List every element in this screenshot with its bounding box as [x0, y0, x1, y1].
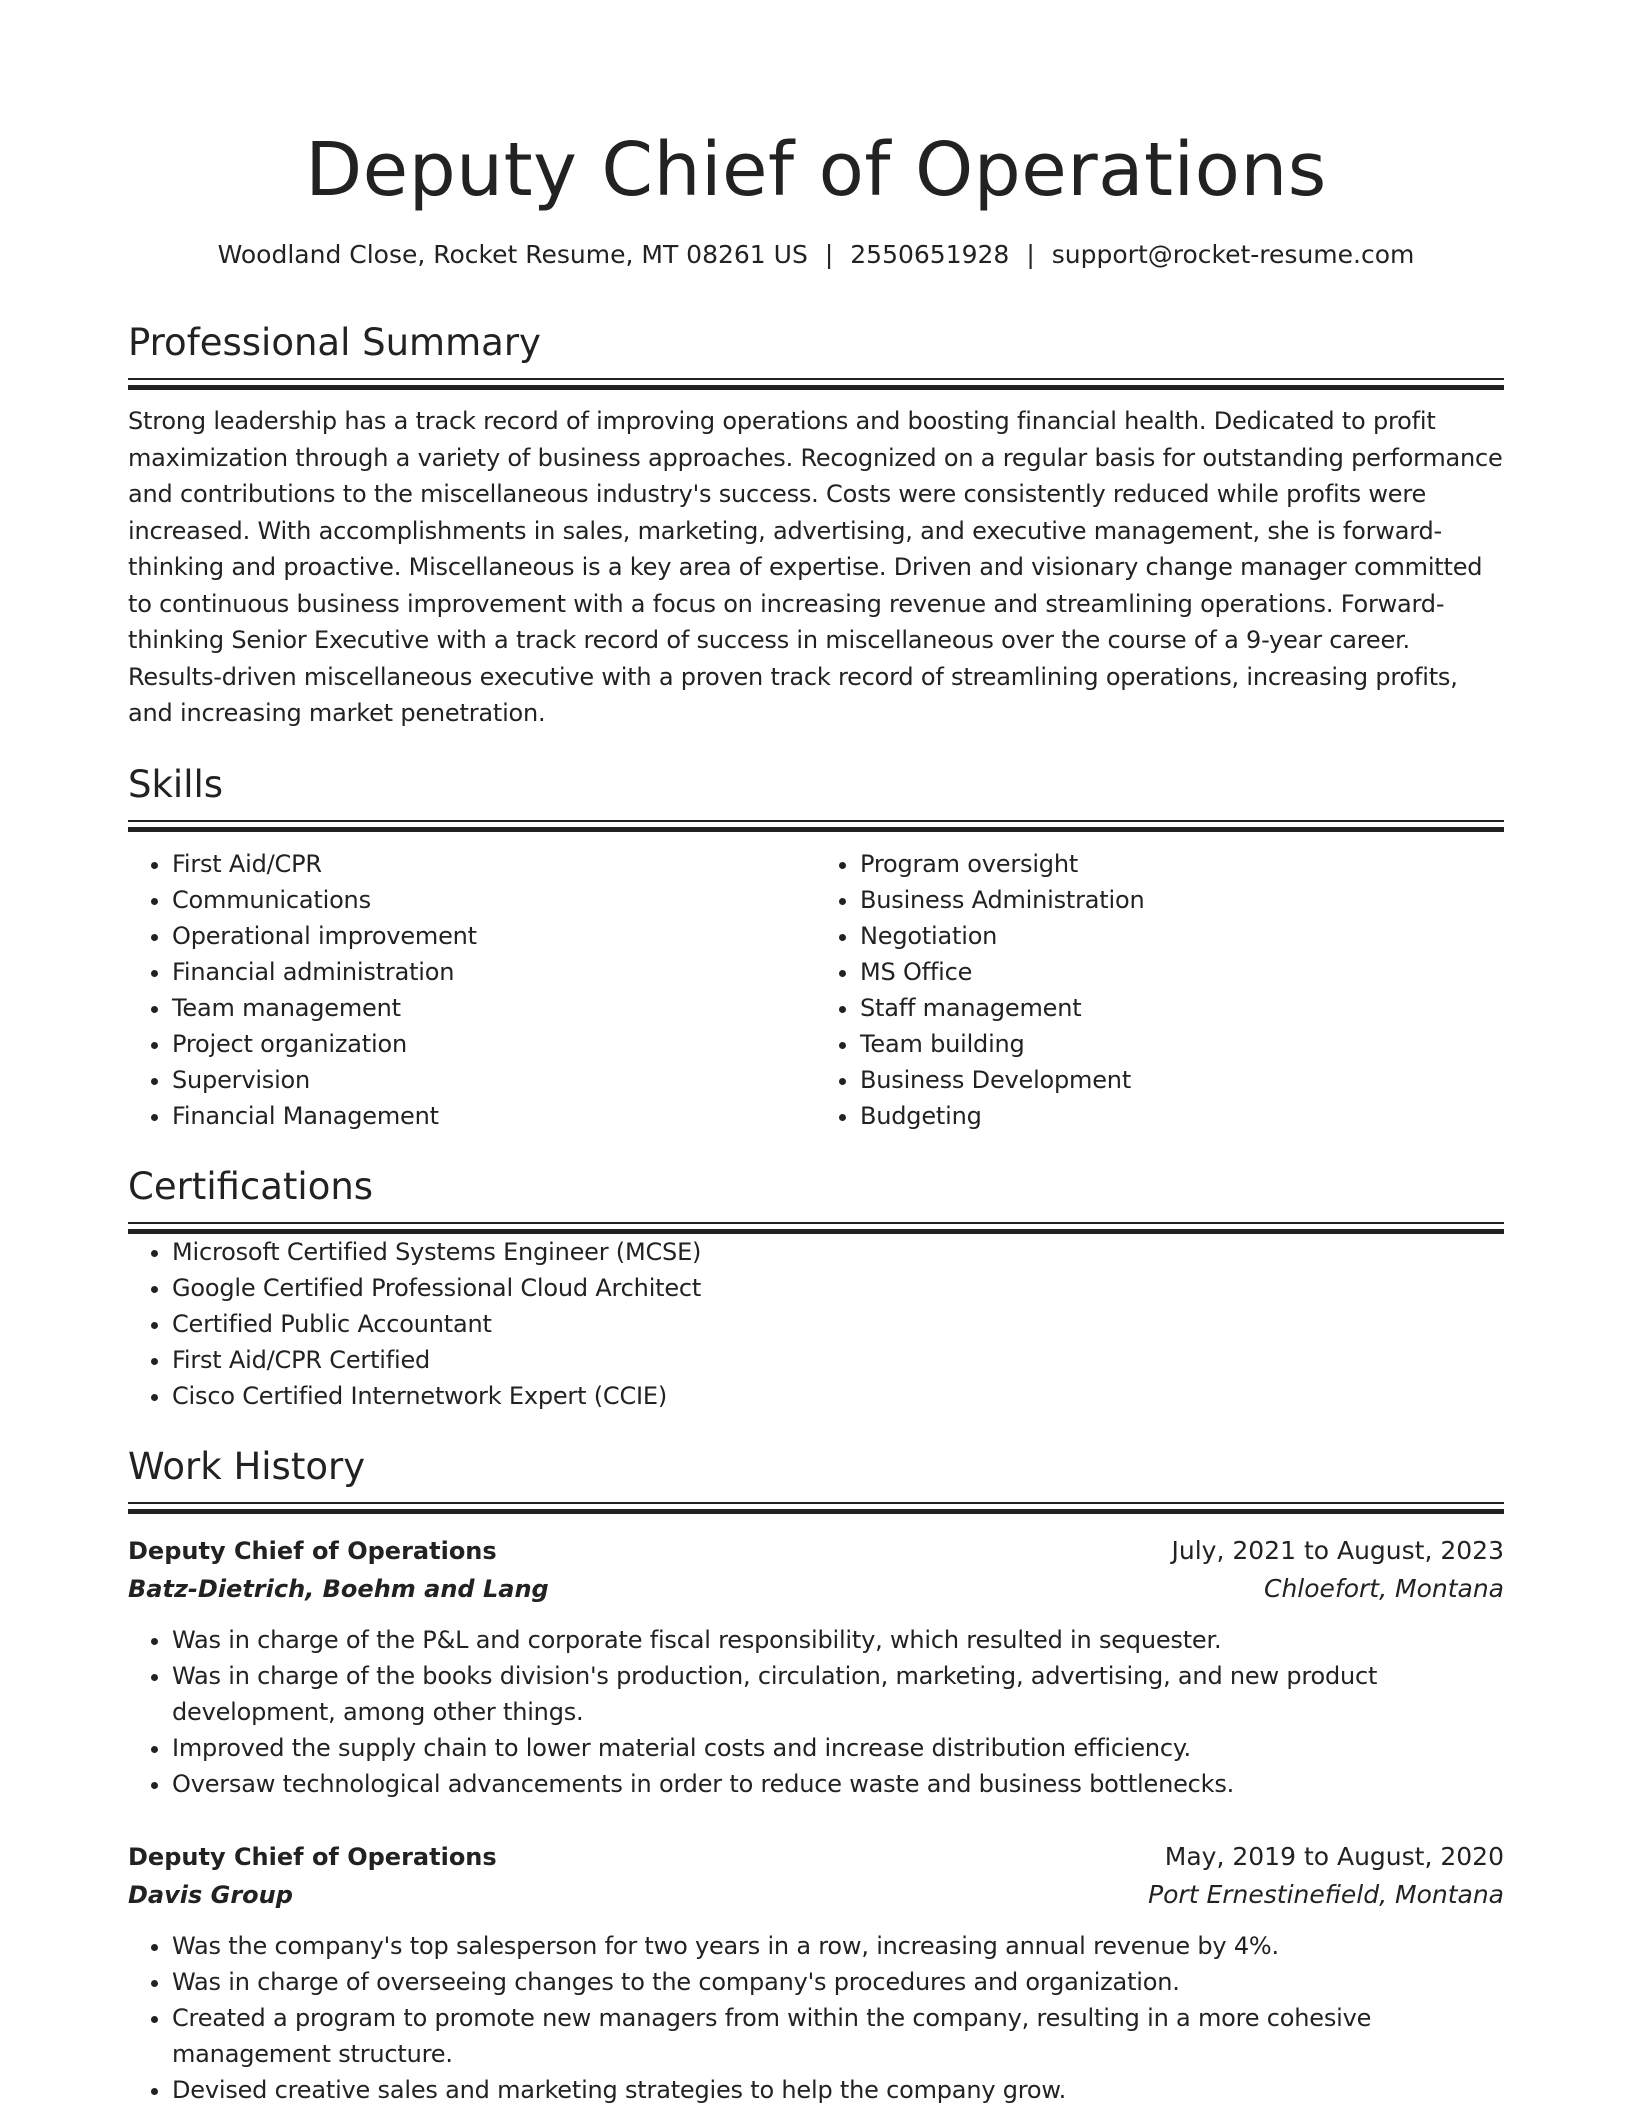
skill-item: • Communications	[172, 882, 816, 918]
section-title-work-history: Work History	[128, 1444, 366, 1488]
skills-left-list	[128, 846, 816, 1134]
contact-phone: 2550651928	[850, 240, 1010, 269]
job-dates: May, 2019 to August, 2020	[1164, 1841, 1504, 1871]
job-title: Deputy Chief of Operations	[128, 1536, 497, 1565]
job-company: Davis Group	[128, 1880, 293, 1909]
job-bullet: • Was in charge of overseeing changes to the company's procedures and organization.	[172, 1964, 1504, 2000]
skill-item: • Program oversight	[860, 846, 1504, 882]
skill-item: • Budgeting	[860, 1098, 1504, 1134]
section-title-certifications: Certifications	[128, 1164, 374, 1208]
certification-item: • Certified Public Accountant	[172, 1306, 1504, 1342]
job-bullet: • Created a program to promote new managers from within the company, resulting in a more cohesive management structure.	[172, 2000, 1504, 2072]
contact-address: Woodland Close, Rocket Resume, MT 08261 US	[217, 240, 808, 269]
job-bullet: • Devised creative sales and marketing strategies to help the company grow.	[172, 2072, 1504, 2108]
job-subheader	[128, 1570, 1504, 1608]
contact-email: support@rocket-resume.com	[1051, 240, 1415, 269]
job-entry	[128, 1532, 1504, 1802]
skill-item: • Business Administration	[860, 882, 1504, 918]
skill-item: • Business Development	[860, 1062, 1504, 1098]
skill-item: • Project organization	[172, 1026, 816, 1062]
skill-item: • Staff management	[860, 990, 1504, 1026]
section-title-summary: Professional Summary	[128, 321, 541, 364]
job-bullet: • Oversaw technological advancements in order to reduce waste and business bottlenecks.	[172, 1766, 1504, 1802]
skill-item: • Operational improvement	[172, 918, 816, 954]
job-header	[128, 1532, 1504, 1570]
job-bullet: • Was in charge of the P&L and corporate fiscal responsibility, which resulted in sequester.	[172, 1622, 1504, 1658]
skills-columns	[128, 846, 1504, 1134]
job-bullet: • Was the company's top salesperson for two years in a row, increasing annual revenue by 4%.	[172, 1928, 1504, 1964]
job-subheader	[128, 1876, 1504, 1914]
job-title: Deputy Chief of Operations	[128, 1842, 497, 1871]
work-history-section	[128, 1444, 1504, 2108]
certification-item: • Google Certified Professional Cloud Architect	[172, 1270, 1504, 1306]
skill-item: • Financial administration	[172, 954, 816, 990]
skill-item: • Negotiation	[860, 918, 1504, 954]
resume-name: Deputy Chief of Operations	[305, 127, 1327, 213]
section-divider	[128, 1502, 1504, 1514]
contact-line	[128, 238, 1504, 272]
job-company: Batz-Dietrich, Boehm and Lang	[128, 1574, 549, 1603]
skill-item: • Financial Management	[172, 1098, 816, 1134]
certifications-list	[128, 1234, 1504, 1414]
contact-separator: |	[824, 240, 834, 269]
skill-item: • Supervision	[172, 1062, 816, 1098]
job-header	[128, 1838, 1504, 1876]
section-divider	[128, 378, 1504, 390]
job-bullet: • Improved the supply chain to lower material costs and increase distribution efficiency.	[172, 1730, 1504, 1766]
job-bullets	[128, 1928, 1504, 2108]
skill-item: • MS Office	[860, 954, 1504, 990]
section-divider	[128, 820, 1504, 832]
section-title-skills: Skills	[128, 762, 224, 806]
job-entry	[128, 1838, 1504, 2108]
job-bullet: • Was in charge of the books division's production, circulation, marketing, advertising, and new product development, among other things.	[172, 1658, 1504, 1730]
skills-right-list	[816, 846, 1504, 1134]
certifications-section	[128, 1164, 1504, 1414]
job-location: Port Ernestinefield, Montana	[1148, 1879, 1504, 1909]
summary-section	[128, 320, 1504, 732]
certification-item: • First Aid/CPR Certified	[172, 1342, 1504, 1378]
job-dates: July, 2021 to August, 2023	[1171, 1535, 1504, 1565]
skill-item: • First Aid/CPR	[172, 846, 816, 882]
skills-section	[128, 762, 1504, 1134]
certification-item: • Microsoft Certified Systems Engineer (MCSE)	[172, 1234, 1504, 1270]
skill-item: • Team management	[172, 990, 816, 1026]
job-bullets	[128, 1622, 1504, 1802]
contact-separator: |	[1026, 240, 1035, 269]
job-location: Chloefort, Montana	[1264, 1573, 1504, 1603]
certification-item: • Cisco Certified Internetwork Expert (CCIE)	[172, 1378, 1504, 1414]
skill-item: • Team building	[860, 1026, 1504, 1062]
section-divider	[128, 1222, 1504, 1234]
summary-text: Strong leadership has a track record of improving operations and boosting financial health. Dedicated to profit maximization through a variety of business approaches. Recognized on a regular basis for outstanding performance and contributions to the miscellaneous industry's success. Costs were consistently reduced while profits were increased. With accomplishments in sales, marketing, advertising, and executive management, she is forward-thinking and proactive. Miscellaneous is a key area of expertise. Driven and visionary change manager committed to continuous business improvement with a focus on increasing revenue and streamlining operations. Forward-thinking Senior Executive with a track record of success in miscellaneous over the course of a 9-year career. Results-driven miscellaneous executive with a proven track record of streamlining operations, increasing profits, and increasing market penetration.	[128, 407, 1503, 727]
